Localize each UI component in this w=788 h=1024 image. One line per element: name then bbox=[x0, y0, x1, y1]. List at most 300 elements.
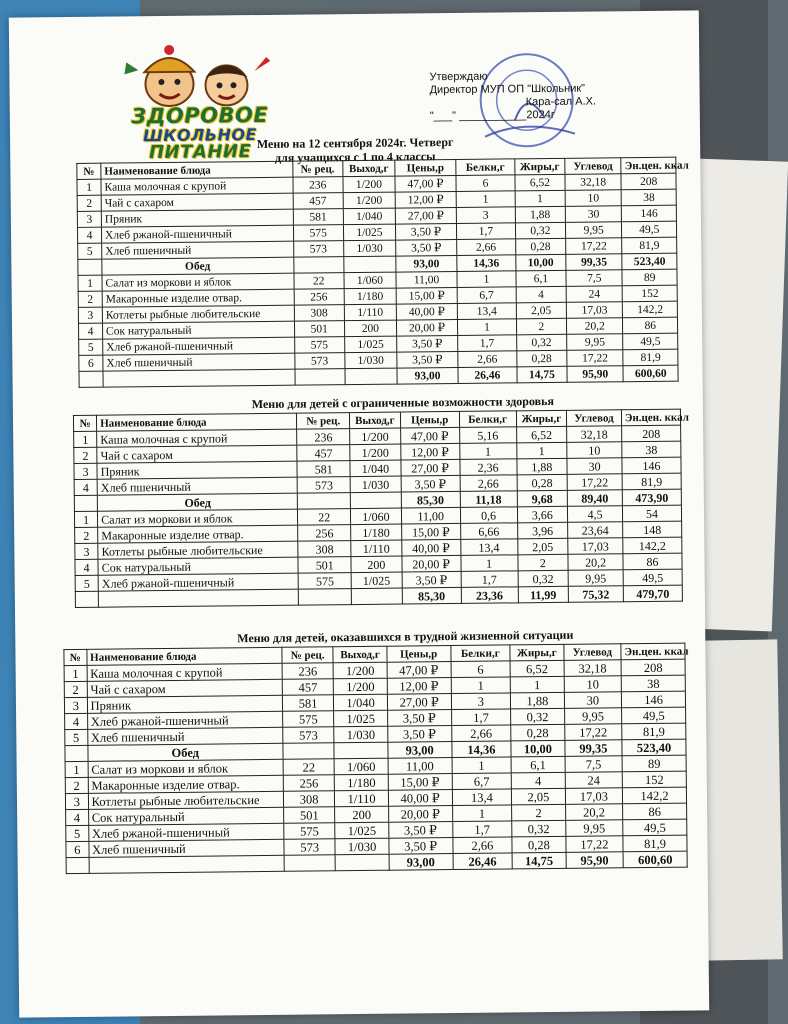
cell-rec: 22 bbox=[283, 759, 335, 776]
cell-empty bbox=[345, 368, 397, 385]
cell-kcal: 81,9 bbox=[622, 473, 681, 490]
cell-empty bbox=[293, 257, 343, 274]
cell-n: 5 bbox=[75, 575, 98, 591]
cell-name: Хлеб ржаной-пшеничный bbox=[87, 711, 283, 729]
cell-out: 1/025 bbox=[351, 572, 402, 589]
cell-fat: 0,28 bbox=[512, 836, 566, 853]
cell-name: Чай с сахаром bbox=[87, 679, 283, 697]
cell-kcal: 148 bbox=[623, 521, 682, 538]
cell-name: Пряник bbox=[87, 695, 283, 713]
cell-n: 1 bbox=[74, 511, 97, 527]
cell-fat: 0,28 bbox=[517, 350, 567, 367]
column-header: Цены,р bbox=[395, 159, 456, 176]
cell-kcal: 86 bbox=[623, 803, 687, 820]
cell-name: Салат из моркови и яблок bbox=[102, 273, 294, 291]
cell-fat: 6,52 bbox=[510, 660, 564, 677]
cell-prot: 2,36 bbox=[460, 459, 517, 476]
menu-sheet bbox=[9, 10, 709, 1017]
cell-kcal: 81,9 bbox=[623, 349, 678, 366]
cell-n: 5 bbox=[78, 243, 102, 259]
cell-carb: 10 bbox=[565, 190, 622, 207]
subtotal-fat: 9,68 bbox=[517, 490, 568, 507]
cell-rec: 501 bbox=[284, 807, 336, 824]
cell-kcal: 54 bbox=[622, 505, 681, 522]
subtotal-price: 93,00 bbox=[397, 367, 458, 384]
cell-price: 3,50 ₽ bbox=[397, 335, 458, 352]
cell-kcal: 146 bbox=[622, 205, 677, 222]
subtotal-price: 93,00 bbox=[388, 742, 452, 759]
cell-carb: 17,03 bbox=[568, 538, 623, 555]
cell-rec: 236 bbox=[297, 429, 350, 446]
cell-n: 4 bbox=[77, 227, 101, 243]
cell-name: Хлеб пшеничный bbox=[102, 241, 294, 259]
cell-name: Пряник bbox=[97, 461, 297, 479]
cell-name: Макаронные изделие отвар. bbox=[98, 525, 298, 543]
cell-out: 1/060 bbox=[351, 508, 402, 525]
section-title-limited-health: Меню для детей с ограниченные возможности здоровья bbox=[251, 393, 554, 412]
cell-fat: 2 bbox=[512, 804, 566, 821]
subtotal-kcal: 523,40 bbox=[622, 739, 686, 756]
cell-price: 27,00 ₽ bbox=[401, 459, 460, 476]
cell-n: 3 bbox=[75, 543, 98, 559]
cell-out: 1/110 bbox=[351, 540, 402, 557]
cell-carb: 9,95 bbox=[565, 820, 623, 837]
cell-n: 4 bbox=[66, 809, 89, 825]
cell-carb: 30 bbox=[564, 692, 622, 709]
menu-subtitle: для учащихся с 1 по 4 классы bbox=[274, 149, 436, 165]
column-header: Белки,г bbox=[459, 411, 516, 428]
cell-n: 4 bbox=[75, 559, 98, 575]
subtotal-prot: 14,36 bbox=[451, 741, 511, 758]
cell-n: 4 bbox=[65, 713, 88, 729]
cell-kcal: 146 bbox=[622, 691, 686, 708]
cell-price: 27,00 ₽ bbox=[387, 694, 451, 711]
cell-empty bbox=[295, 369, 345, 386]
cell-kcal: 81,9 bbox=[623, 835, 687, 852]
cell-kcal: 142,2 bbox=[623, 301, 678, 318]
cell-rec: 573 bbox=[294, 353, 344, 370]
cell-price: 11,00 bbox=[401, 507, 460, 524]
cell-fat: 6,52 bbox=[516, 426, 567, 443]
subtotal-price: 93,00 bbox=[389, 854, 453, 871]
cell-rec: 308 bbox=[298, 541, 351, 558]
cell-prot: 13,4 bbox=[452, 789, 512, 806]
cell-price: 47,00 ₽ bbox=[395, 175, 456, 192]
approval-line: Утверждаю bbox=[429, 70, 488, 84]
cell-carb: 9,95 bbox=[565, 222, 622, 239]
subtotal-prot: 14,36 bbox=[457, 255, 516, 272]
cell-out: 1/200 bbox=[350, 428, 401, 445]
cell-price: 3,50 ₽ bbox=[401, 475, 460, 492]
menu-title: Меню на 12 сентября 2024г. Четверг bbox=[256, 134, 454, 152]
cell-rec: 573 bbox=[283, 727, 335, 744]
cell-rec: 236 bbox=[293, 177, 343, 194]
cell-out: 1/030 bbox=[343, 240, 395, 257]
cell-out: 200 bbox=[351, 556, 402, 573]
subtotal-fat: 14,75 bbox=[512, 852, 566, 869]
subtotal-kcal: 600,60 bbox=[623, 851, 687, 868]
cell-carb: 17,22 bbox=[566, 836, 624, 853]
cell-price: 3,50 ₽ bbox=[389, 822, 453, 839]
column-header: Выход,г bbox=[343, 160, 395, 177]
cell-out: 1/025 bbox=[335, 822, 389, 839]
cell-fat: 2 bbox=[517, 554, 568, 571]
menu-table-grades-1-4 bbox=[76, 157, 689, 388]
column-header: Выход,г bbox=[350, 412, 401, 429]
cell-rec: 501 bbox=[294, 321, 344, 338]
cell-n: 2 bbox=[78, 291, 102, 307]
logo-text-line3: ПИТАНИЕ bbox=[148, 141, 252, 164]
cell-kcal: 49,5 bbox=[623, 819, 687, 836]
cell-price: 15,00 ₽ bbox=[388, 774, 452, 791]
cell-out: 1/110 bbox=[344, 304, 396, 321]
cell-prot: 3 bbox=[451, 693, 511, 710]
cell-price: 3,50 ₽ bbox=[395, 223, 456, 240]
cell-n: 1 bbox=[65, 761, 88, 777]
section-title-difficult-situation: Меню для детей, оказавшихся в трудной жизненной ситуации bbox=[237, 627, 574, 646]
cell-out: 1/025 bbox=[343, 224, 395, 241]
cell-fat: 0,32 bbox=[511, 708, 565, 725]
cell-prot: 1 bbox=[456, 191, 515, 208]
cell-name: Пряник bbox=[101, 209, 293, 227]
cell-name: Каша молочная с крупой bbox=[101, 177, 293, 195]
cell-rec: 501 bbox=[298, 557, 351, 574]
cell-fat: 1 bbox=[516, 442, 567, 459]
cell-empty bbox=[103, 369, 295, 387]
column-header: № bbox=[64, 649, 87, 665]
subtotal-prot: 26,46 bbox=[458, 367, 517, 384]
column-header: № рец. bbox=[292, 161, 342, 178]
cell-name: Сок натуральный bbox=[102, 321, 294, 339]
approval-line: Директор МУП ОП "Школьник" bbox=[429, 82, 586, 97]
cell-carb: 20,2 bbox=[568, 554, 623, 571]
cell-kcal: 208 bbox=[621, 659, 685, 676]
cell-name: Котлеты рыбные любительские bbox=[102, 305, 294, 323]
cell-fat: 1,88 bbox=[515, 206, 565, 223]
cell-empty bbox=[66, 857, 89, 873]
cell-prot: 1 bbox=[452, 805, 512, 822]
cell-kcal: 208 bbox=[622, 425, 681, 442]
cell-rec: 575 bbox=[283, 711, 335, 728]
cell-fat: 6,1 bbox=[516, 270, 566, 287]
cell-name: Сок натуральный bbox=[88, 807, 284, 825]
cell-carb: 17,22 bbox=[567, 474, 622, 491]
cell-rec: 457 bbox=[293, 193, 343, 210]
cell-out: 1/040 bbox=[343, 208, 395, 225]
cell-prot: 13,4 bbox=[457, 303, 516, 320]
cell-empty bbox=[350, 492, 401, 509]
cell-prot: 3 bbox=[456, 207, 515, 224]
cell-prot: 1 bbox=[461, 555, 518, 572]
column-header: Наименование блюда bbox=[97, 413, 297, 431]
cell-prot: 0,6 bbox=[460, 507, 517, 524]
cell-rec: 457 bbox=[297, 445, 350, 462]
cell-n: 5 bbox=[66, 825, 89, 841]
cell-fat: 2 bbox=[516, 318, 566, 335]
background-paper-note bbox=[697, 639, 783, 960]
cell-name: Хлеб пшеничный bbox=[89, 839, 285, 857]
cell-n: 3 bbox=[65, 793, 88, 809]
cell-fat: 2,05 bbox=[516, 302, 566, 319]
subtotal-fat: 14,75 bbox=[517, 366, 567, 383]
cell-empty bbox=[284, 855, 336, 872]
subtotal-fat: 10,00 bbox=[511, 740, 565, 757]
cell-price: 12,00 ₽ bbox=[400, 443, 459, 460]
cell-n: 4 bbox=[78, 323, 102, 339]
cell-name: Салат из моркови и яблок bbox=[98, 509, 298, 527]
cell-prot: 1 bbox=[452, 757, 512, 774]
cell-name: Хлеб ржаной-пшеничный bbox=[88, 823, 284, 841]
cell-prot: 1 bbox=[451, 677, 511, 694]
cell-kcal: 208 bbox=[621, 173, 676, 190]
cell-out: 1/030 bbox=[334, 726, 388, 743]
cell-n: 5 bbox=[65, 729, 88, 745]
cell-rec: 457 bbox=[282, 679, 334, 696]
cell-prot: 1 bbox=[459, 443, 516, 460]
column-header: Эн.цен. ккал bbox=[621, 643, 685, 660]
cell-prot: 6 bbox=[456, 175, 515, 192]
obed-label: Обед bbox=[88, 743, 284, 761]
cell-kcal: 81,9 bbox=[622, 237, 677, 254]
subtotal-kcal: 523,40 bbox=[622, 253, 677, 270]
cell-kcal: 86 bbox=[623, 553, 682, 570]
cell-fat: 2,05 bbox=[512, 788, 566, 805]
cell-name: Хлеб ржаной-пшеничный bbox=[98, 573, 298, 591]
subtotal-kcal: 600,60 bbox=[623, 365, 678, 382]
cell-carb: 10 bbox=[567, 442, 622, 459]
cell-carb: 32,18 bbox=[565, 174, 622, 191]
subtotal-kcal: 479,70 bbox=[623, 585, 682, 602]
cell-carb: 17,03 bbox=[566, 302, 623, 319]
cell-prot: 1,7 bbox=[456, 223, 515, 240]
cell-carb: 10 bbox=[564, 676, 622, 693]
cell-rec: 308 bbox=[283, 791, 335, 808]
cell-carb: 24 bbox=[565, 772, 623, 789]
cell-carb: 20,2 bbox=[566, 318, 623, 335]
cell-out: 1/200 bbox=[343, 176, 395, 193]
cell-name: Макаронные изделие отвар. bbox=[88, 775, 284, 793]
cell-rec: 575 bbox=[293, 225, 343, 242]
cell-price: 20,00 ₽ bbox=[388, 806, 452, 823]
column-header: Жиры,г bbox=[516, 410, 567, 427]
cell-rec: 581 bbox=[282, 695, 334, 712]
cell-kcal: 49,5 bbox=[622, 707, 686, 724]
cell-carb: 9,95 bbox=[564, 708, 622, 725]
cell-empty bbox=[89, 855, 285, 873]
cell-fat: 0,28 bbox=[517, 474, 568, 491]
cell-rec: 581 bbox=[297, 461, 350, 478]
cell-n: 5 bbox=[79, 339, 103, 355]
cell-prot: 2,66 bbox=[457, 239, 516, 256]
cell-carb: 9,95 bbox=[566, 334, 623, 351]
cell-out: 1/060 bbox=[334, 758, 388, 775]
cell-price: 40,00 ₽ bbox=[388, 790, 452, 807]
column-header: Эн.цен. ккал bbox=[621, 157, 676, 174]
cell-carb: 24 bbox=[566, 286, 623, 303]
subtotal-carb: 89,40 bbox=[567, 490, 622, 507]
approval-line: "___" ___________2024г bbox=[429, 108, 555, 123]
column-header: Жиры,г bbox=[510, 644, 564, 661]
cell-kcal: 49,5 bbox=[623, 333, 678, 350]
menu-table-difficult-situation bbox=[63, 643, 687, 875]
obed-label: Обед bbox=[97, 493, 297, 511]
subtotal-kcal: 473,90 bbox=[622, 489, 681, 506]
cell-out: 1/110 bbox=[335, 790, 389, 807]
cell-rec: 581 bbox=[293, 209, 343, 226]
cell-n: 2 bbox=[74, 447, 97, 463]
logo-text-line2: ШКОЛЬНОЕ bbox=[142, 125, 258, 146]
cell-kcal: 146 bbox=[622, 457, 681, 474]
cell-fat: 4 bbox=[516, 286, 566, 303]
cell-carb: 17,22 bbox=[565, 238, 622, 255]
cell-price: 12,00 ₽ bbox=[395, 191, 456, 208]
cell-carb: 20,2 bbox=[565, 804, 623, 821]
logo-text-line1: ЗДОРОВОЕ bbox=[131, 102, 269, 129]
cell-rec: 256 bbox=[294, 289, 344, 306]
subtotal-carb: 99,35 bbox=[566, 254, 623, 271]
cell-prot: 5,16 bbox=[459, 427, 516, 444]
cell-prot: 6,66 bbox=[460, 523, 517, 540]
cell-name: Макаронные изделие отвар. bbox=[102, 289, 294, 307]
cell-prot: 2,66 bbox=[458, 351, 517, 368]
subtotal-prot: 23,36 bbox=[461, 587, 518, 604]
cell-carb: 32,18 bbox=[564, 660, 622, 677]
cell-kcal: 89 bbox=[622, 269, 677, 286]
cell-prot: 1,7 bbox=[452, 821, 512, 838]
cell-name: Чай с сахаром bbox=[101, 193, 293, 211]
cell-empty bbox=[351, 588, 402, 605]
cell-rec: 308 bbox=[294, 305, 344, 322]
subtotal-prot: 11,18 bbox=[460, 491, 517, 508]
cell-kcal: 142,2 bbox=[623, 537, 682, 554]
cell-out: 1/200 bbox=[343, 192, 395, 209]
cell-fat: 0,28 bbox=[511, 724, 565, 741]
cell-name: Каша молочная с крупой bbox=[87, 663, 283, 681]
cell-out: 1/180 bbox=[335, 774, 389, 791]
cell-prot: 2,66 bbox=[460, 475, 517, 492]
cell-carb: 7,5 bbox=[565, 756, 623, 773]
cell-rec: 573 bbox=[284, 839, 336, 856]
cell-n: 2 bbox=[77, 195, 101, 211]
cell-price: 3,50 ₽ bbox=[387, 710, 451, 727]
cell-fat: 3,96 bbox=[517, 522, 568, 539]
cell-out: 200 bbox=[335, 806, 389, 823]
cell-name: Каша молочная с крупой bbox=[97, 429, 297, 447]
cell-rec: 575 bbox=[284, 823, 336, 840]
cell-fat: 1,88 bbox=[511, 692, 565, 709]
cell-n: 4 bbox=[74, 479, 97, 495]
cell-prot: 1,7 bbox=[451, 709, 511, 726]
cell-kcal: 49,5 bbox=[622, 221, 677, 238]
subtotal-carb: 99,35 bbox=[565, 740, 623, 757]
cell-name: Котлеты рыбные любительские bbox=[88, 791, 284, 809]
cell-empty bbox=[283, 743, 335, 760]
column-header: № bbox=[77, 163, 101, 179]
cell-price: 47,00 ₽ bbox=[387, 662, 451, 679]
subtotal-prot: 26,46 bbox=[453, 853, 513, 870]
cell-n: 1 bbox=[77, 179, 101, 195]
column-header: № рец. bbox=[282, 647, 334, 664]
cell-name: Хлеб пшеничный bbox=[87, 727, 283, 745]
column-header: Эн.цен. ккал bbox=[621, 409, 680, 426]
cell-prot: 1,7 bbox=[461, 571, 518, 588]
cell-kcal: 38 bbox=[622, 189, 677, 206]
cell-n: 3 bbox=[78, 307, 102, 323]
cell-prot: 1 bbox=[457, 271, 516, 288]
cell-out: 1/200 bbox=[333, 662, 387, 679]
cell-prot: 6,7 bbox=[457, 287, 516, 304]
cell-fat: 2,05 bbox=[517, 538, 568, 555]
column-header: Белки,г bbox=[450, 645, 510, 662]
cell-kcal: 152 bbox=[622, 771, 686, 788]
cell-out: 1/180 bbox=[351, 524, 402, 541]
cell-n: 2 bbox=[64, 681, 87, 697]
cell-price: 20,00 ₽ bbox=[402, 555, 461, 572]
cell-carb: 17,22 bbox=[567, 350, 624, 367]
subtotal-fat: 11,99 bbox=[518, 586, 569, 603]
cell-price: 15,00 ₽ bbox=[396, 287, 457, 304]
cell-empty bbox=[344, 256, 396, 273]
cell-price: 15,00 ₽ bbox=[401, 523, 460, 540]
cell-price: 3,50 ₽ bbox=[397, 351, 458, 368]
cell-out: 200 bbox=[344, 320, 396, 337]
subtotal-price: 93,00 bbox=[396, 255, 457, 272]
cell-out: 1/040 bbox=[334, 694, 388, 711]
cell-out: 1/025 bbox=[344, 336, 396, 353]
cell-out: 1/200 bbox=[334, 678, 388, 695]
cell-empty bbox=[75, 591, 98, 607]
subtotal-carb: 95,90 bbox=[567, 366, 624, 383]
subtotal-price: 85,30 bbox=[401, 491, 460, 508]
column-header: Углевод bbox=[565, 158, 622, 175]
column-header: Белки,г bbox=[456, 159, 515, 176]
cell-out: 1/200 bbox=[350, 444, 401, 461]
cell-price: 47,00 ₽ bbox=[400, 427, 459, 444]
cell-n: 6 bbox=[79, 355, 103, 371]
cell-kcal: 49,5 bbox=[623, 569, 682, 586]
cell-empty bbox=[79, 371, 103, 387]
cell-carb: 7,5 bbox=[566, 270, 623, 287]
cell-kcal: 86 bbox=[623, 317, 678, 334]
cell-price: 27,00 ₽ bbox=[395, 207, 456, 224]
cell-fat: 0,28 bbox=[515, 238, 565, 255]
cell-price: 3,50 ₽ bbox=[402, 571, 461, 588]
cell-fat: 3,66 bbox=[517, 506, 568, 523]
subtotal-carb: 95,90 bbox=[566, 852, 624, 869]
cell-empty bbox=[298, 493, 351, 510]
cell-price: 20,00 ₽ bbox=[396, 319, 457, 336]
column-header: Цены,р bbox=[387, 646, 451, 663]
cell-prot: 1,7 bbox=[458, 335, 517, 352]
cell-empty bbox=[98, 589, 298, 607]
column-header: Цены,р bbox=[400, 411, 459, 428]
cell-price: 40,00 ₽ bbox=[401, 539, 460, 556]
cell-n: 6 bbox=[66, 841, 89, 857]
cell-name: Сок натуральный bbox=[98, 557, 298, 575]
cell-empty bbox=[78, 259, 102, 275]
cell-rec: 573 bbox=[298, 477, 351, 494]
cell-prot: 6 bbox=[451, 661, 511, 678]
cell-empty bbox=[65, 745, 88, 761]
cell-rec: 22 bbox=[298, 509, 351, 526]
cell-out: 1/030 bbox=[335, 838, 389, 855]
cell-price: 11,00 bbox=[388, 758, 452, 775]
cell-rec: 22 bbox=[294, 273, 344, 290]
column-header: Жиры,г bbox=[515, 158, 565, 175]
cell-out: 1/060 bbox=[344, 272, 396, 289]
column-header: № рец. bbox=[297, 413, 350, 430]
cell-fat: 6,52 bbox=[515, 174, 565, 191]
